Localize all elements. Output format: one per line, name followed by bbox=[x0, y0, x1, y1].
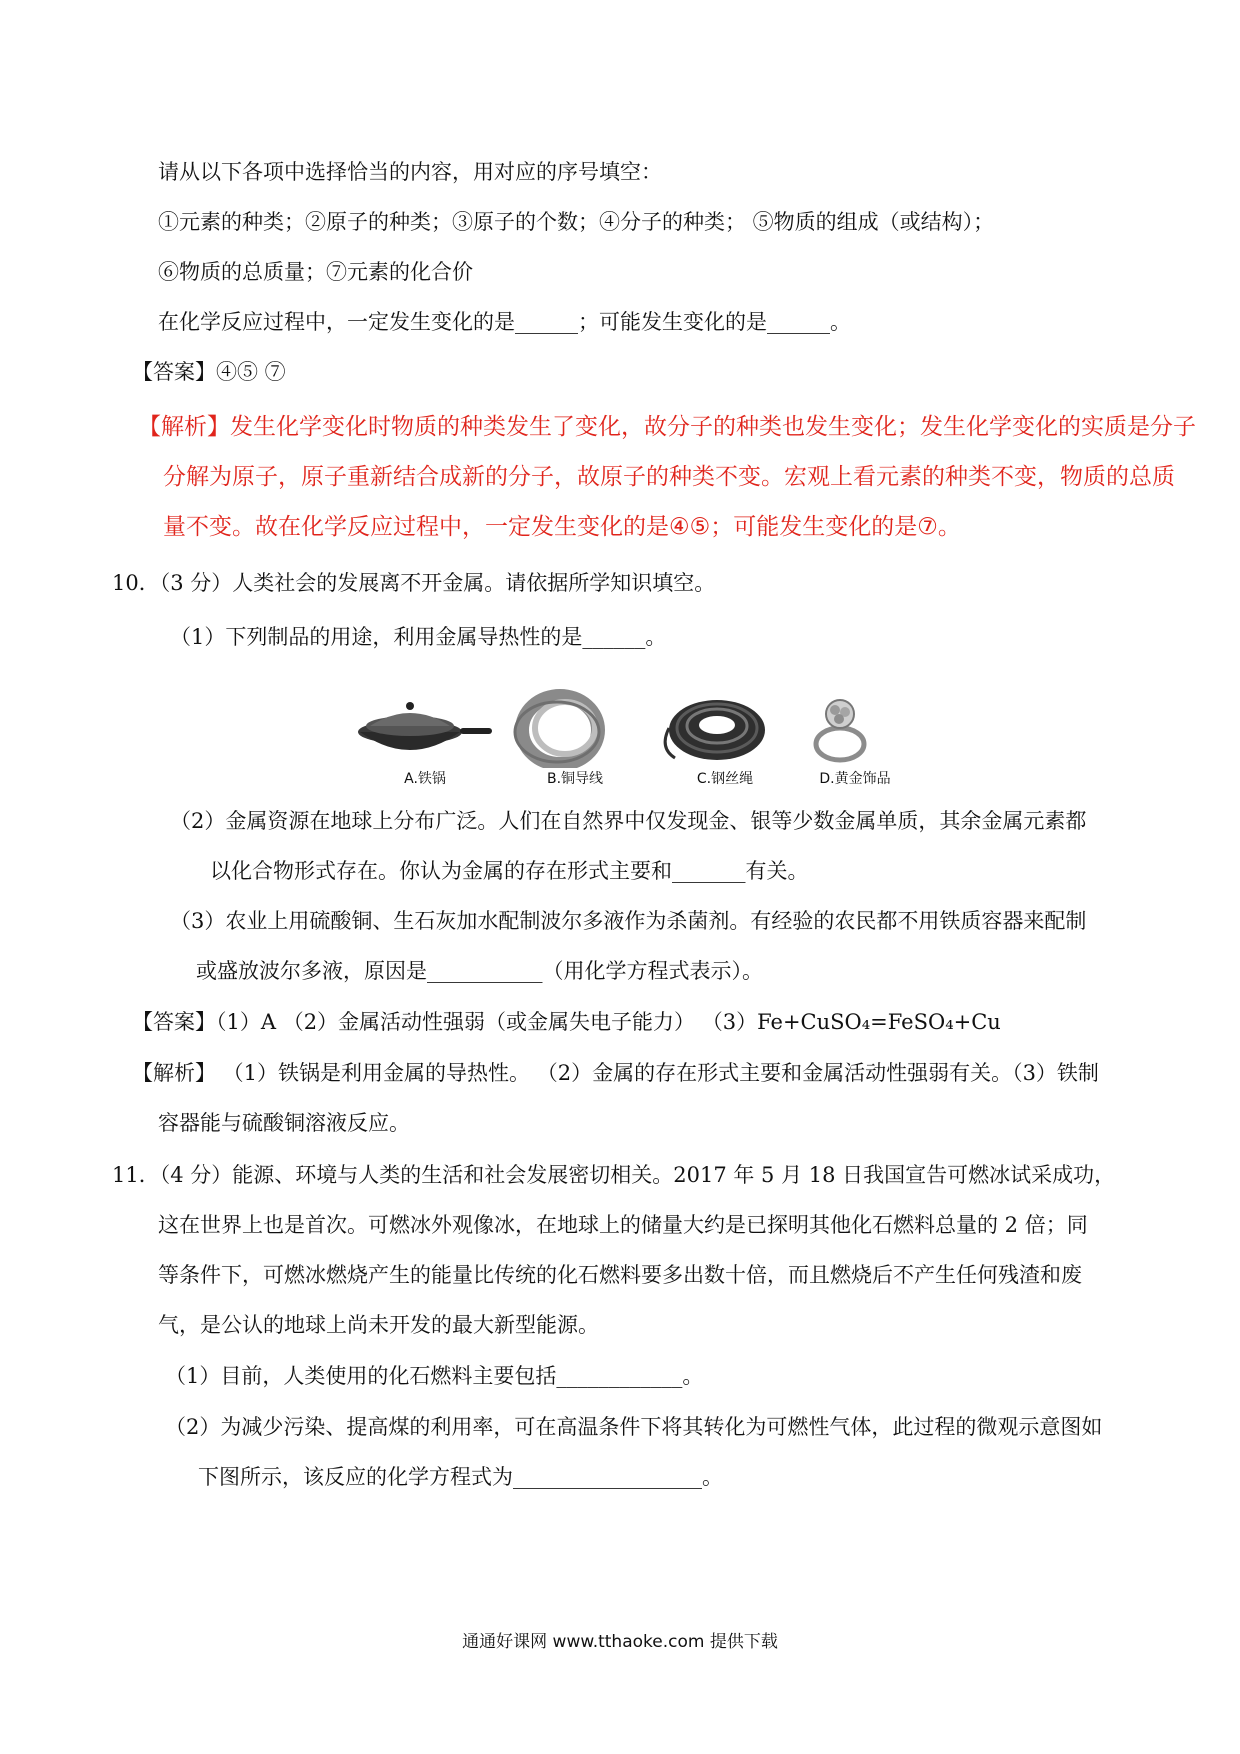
q11-stem-line4: 气，是公认的地球上尚未开发的最大新型能源。 bbox=[158, 1313, 599, 1337]
q11-sub1: （1）目前，人类使用的化石燃料主要包括____________。 bbox=[165, 1364, 704, 1388]
q10-sub3-line2: 或盛放波尔多液，原因是___________（用化学方程式表示）。 bbox=[196, 959, 763, 983]
figure-item-wok bbox=[355, 688, 495, 788]
caption-d: D.黄金饰品 bbox=[819, 771, 891, 787]
q10-stem: 10．（3 分）人类社会的发展离不开金属。请依据所学知识填空。 bbox=[112, 571, 716, 595]
q10-sub3-line1: （3）农业上用硫酸铜、生石灰加水配制波尔多液作为杀菌剂。有经验的农民都不用铁质容器来配制 bbox=[170, 909, 1087, 933]
figure-item-copper-wire bbox=[505, 688, 645, 788]
q10-answer: 【答案】（1）A （2）金属活动性强弱（或金属失电子能力） （3）Fe+CuSO₄=FeSO₄+Cu bbox=[132, 1010, 1001, 1034]
q11-stem-line2: 这在世界上也是首次。可燃冰外观像冰，在地球上的储量大约是已探明其他化石燃料总量的 2 倍；同 bbox=[158, 1213, 1088, 1237]
analysis-line-3: 量不变。故在化学反应过程中，一定发生变化的是④⑤；可能发生变化的是⑦。 bbox=[163, 514, 961, 540]
analysis-line-1 bbox=[138, 412, 1196, 442]
analysis-line-2: 分解为原子，原子重新结合成新的分子，故原子的种类不变。宏观上看元素的种类不变，物质的总质 bbox=[163, 464, 1175, 490]
options-line-1: ①元素的种类；②原子的种类；③原子的个数；④分子的种类； ⑤物质的组成（或结构）； bbox=[158, 210, 995, 234]
q11-sub2-line2: 下图所示，该反应的化学方程式为__________________。 bbox=[198, 1465, 723, 1489]
question-text: 在化学反应过程中，一定发生变化的是______；可能发生变化的是______。 bbox=[158, 310, 851, 334]
answer-text: 【答案】④⑤ ⑦ bbox=[132, 360, 286, 384]
caption-c: C.钢丝绳 bbox=[696, 771, 754, 787]
rope-coil-icon bbox=[655, 688, 795, 768]
ring-icon bbox=[785, 688, 925, 768]
metal-products-figure bbox=[355, 688, 935, 788]
instruction-text: 请从以下各项中选择恰当的内容，用对应的序号填空： bbox=[158, 160, 662, 184]
figure-item-gold-ring bbox=[785, 688, 925, 788]
footer-text: 通通好课网 www.tthaoke.com 提供下载 bbox=[462, 1632, 778, 1652]
q10-analysis-line2: 容器能与硫酸铜溶液反应。 bbox=[158, 1111, 410, 1135]
caption-a: A.铁锅 bbox=[404, 771, 446, 787]
wok-icon bbox=[355, 688, 495, 768]
analysis-tag: 【解析】 bbox=[138, 414, 230, 440]
caption-b: B.铜导线 bbox=[546, 771, 604, 787]
q10-analysis-line1: 【解析】 （1）铁锅是利用金属的导热性。 （2）金属的存在形式主要和金属活动性强弱有关。（3）铁制 bbox=[132, 1061, 1099, 1085]
q11-sub2-line1: （2）为减少污染、提高煤的利用率，可在高温条件下将其转化为可燃性气体，此过程的微观示意图如 bbox=[165, 1415, 1103, 1439]
options-line-2: ⑥物质的总质量；⑦元素的化合价 bbox=[158, 260, 473, 284]
analysis-text-1: 发生化学变化时物质的种类发生了变化，故分子的种类也发生变化；发生化学变化的实质是分子 bbox=[230, 414, 1196, 440]
q10-sub2-line1: （2）金属资源在地球上分布广泛。人们在自然界中仅发现金、银等少数金属单质，其余金属元素都 bbox=[170, 809, 1087, 833]
q11-stem-line3: 等条件下，可燃冰燃烧产生的能量比传统的化石燃料要多出数十倍，而且燃烧后不产生任何残渣和废 bbox=[158, 1263, 1082, 1287]
coil-icon bbox=[505, 688, 645, 768]
figure-item-steel-rope bbox=[655, 688, 795, 788]
q10-sub2-line2: 以化合物形式存在。你认为金属的存在形式主要和_______有关。 bbox=[210, 859, 809, 883]
q10-sub1: （1）下列制品的用途，利用金属导热性的是______。 bbox=[170, 625, 667, 649]
q11-stem-line1: 11．（4 分）能源、环境与人类的生活和社会发展密切相关。2017 年 5 月 18 日我国宣告可燃冰试采成功， bbox=[112, 1163, 1116, 1187]
